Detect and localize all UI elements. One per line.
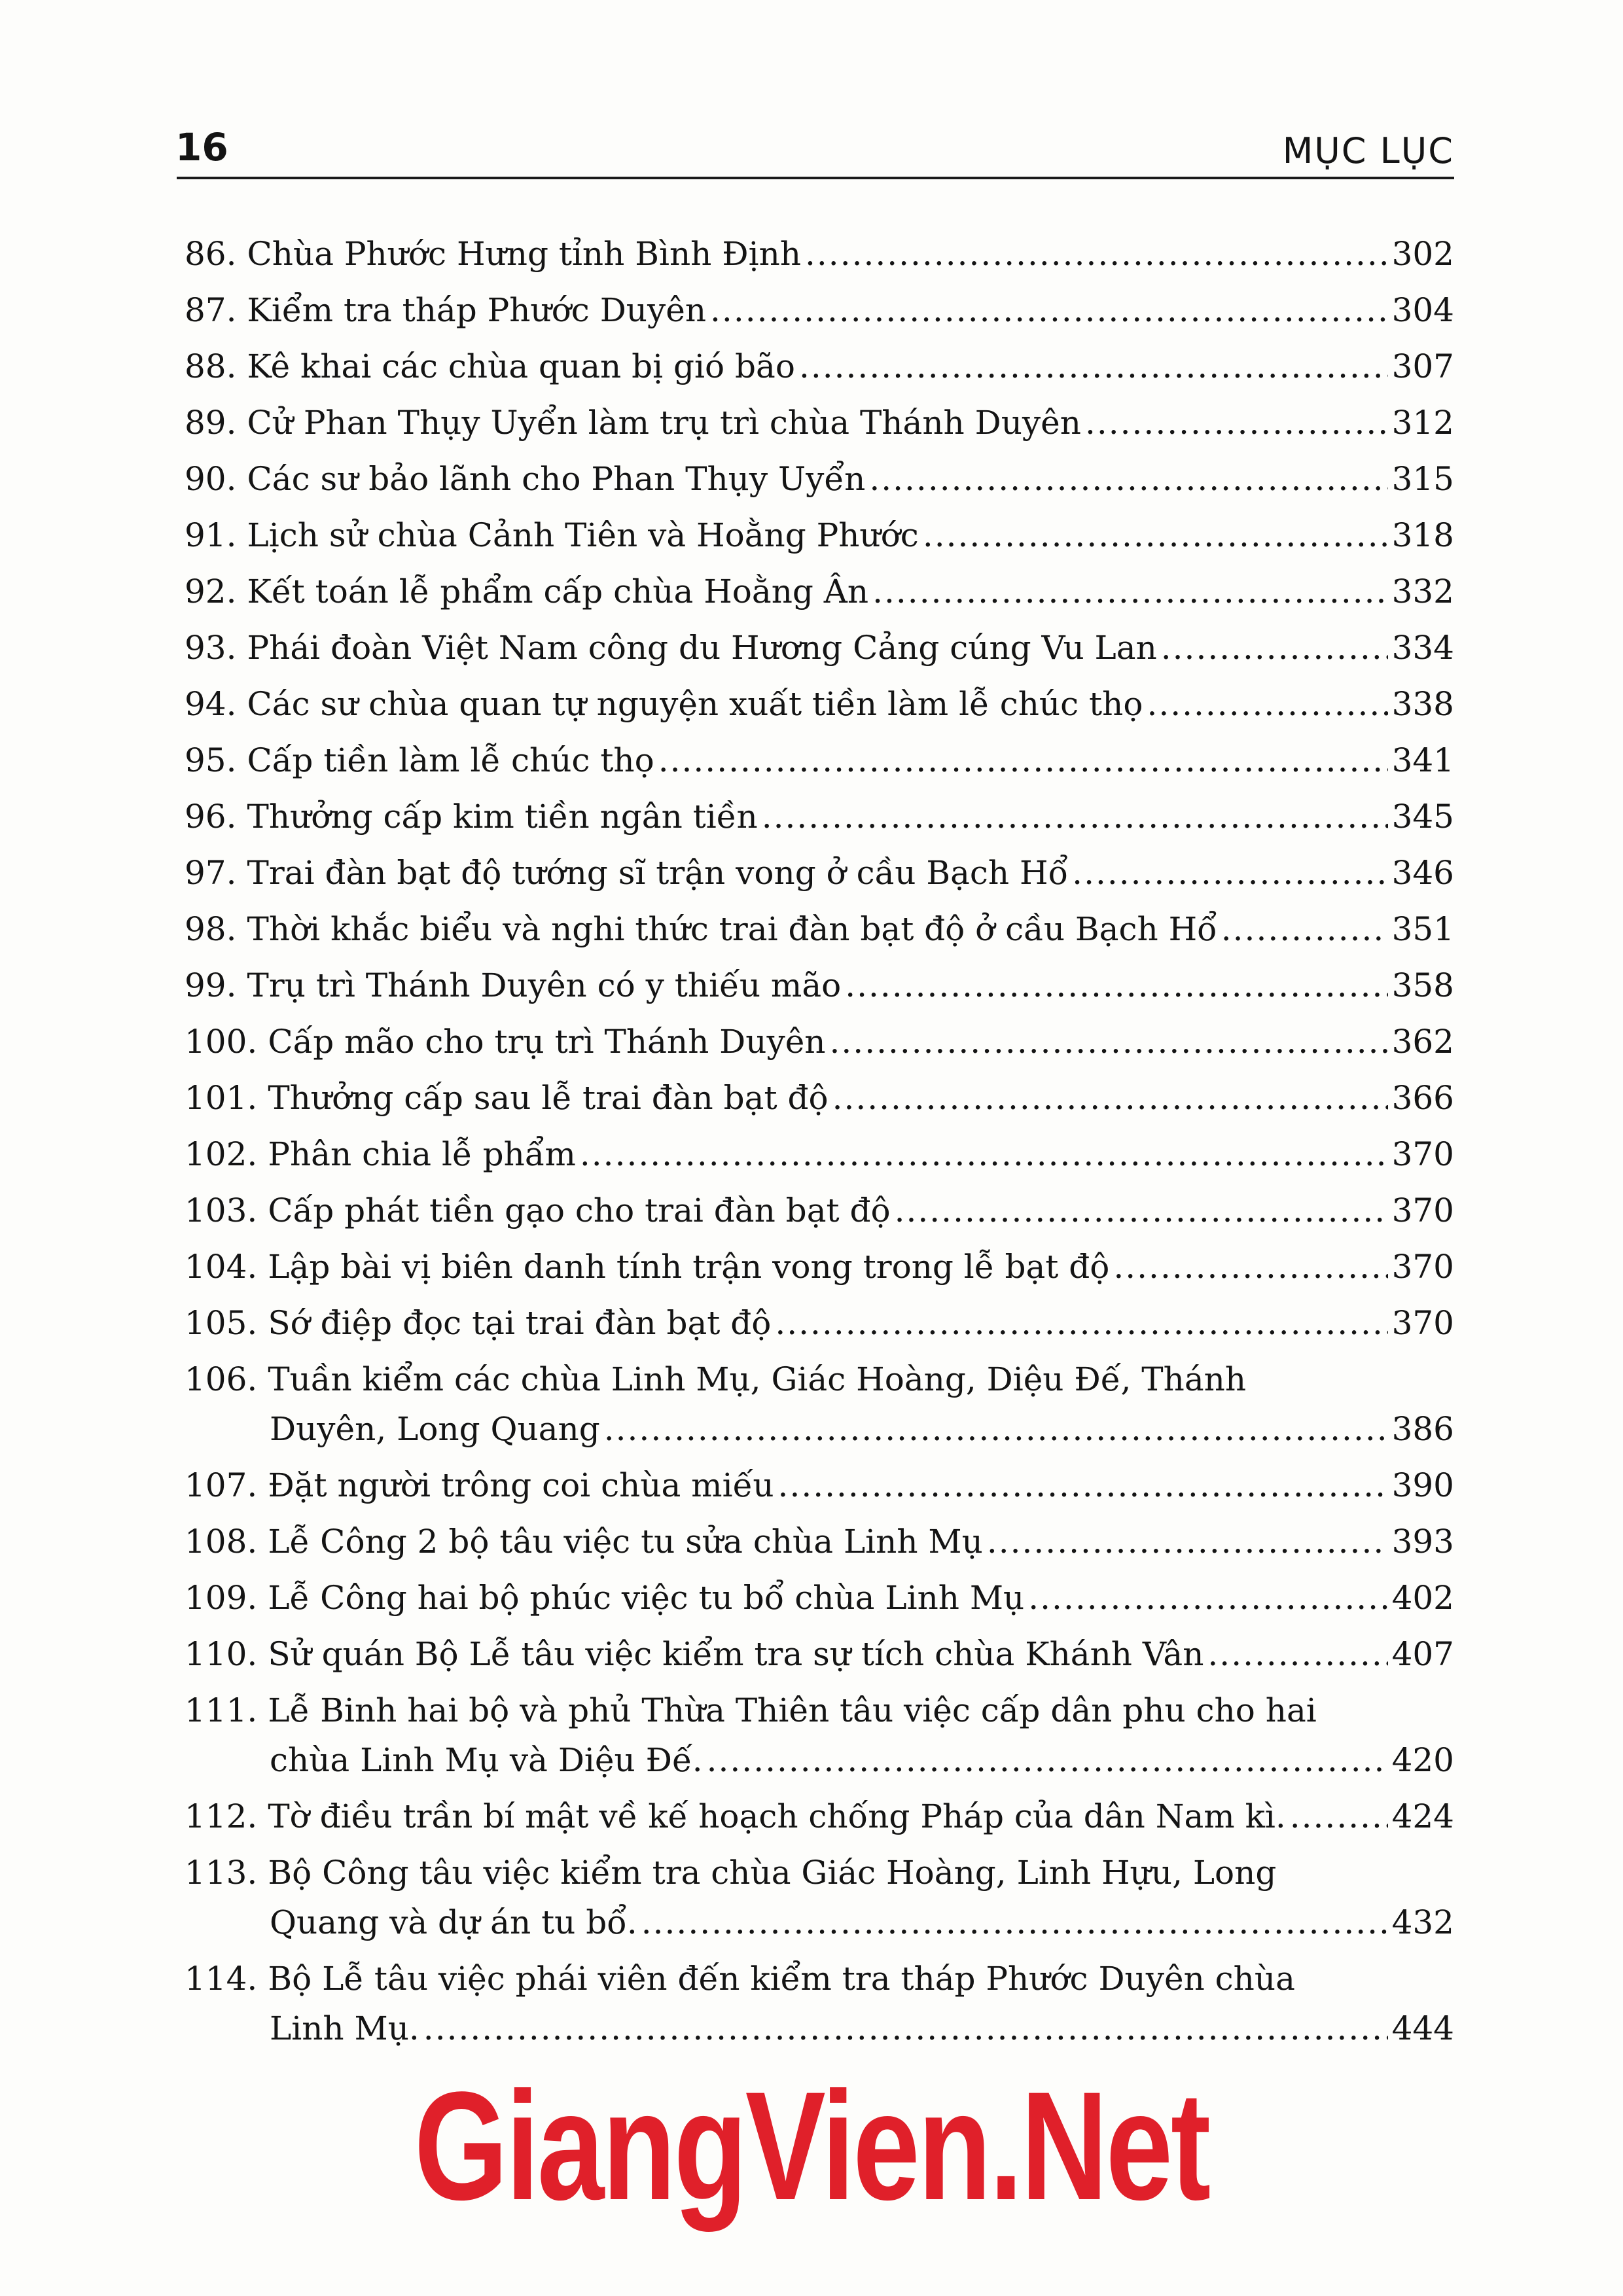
toc-entry-line	[185, 398, 1454, 448]
toc-entry-page: 407	[1391, 1635, 1454, 1673]
toc-entry-line	[185, 2004, 1454, 2053]
toc-entry-line	[185, 1848, 1454, 1898]
toc-entry-title: Phân chia lễ phẩm	[268, 1135, 576, 1173]
toc-entry	[185, 1242, 1454, 1298]
toc-entry-page: 402	[1391, 1579, 1454, 1617]
toc-entry-number: 114.	[185, 1960, 258, 1998]
toc-entry-page: 358	[1391, 966, 1454, 1004]
toc-entry-page: 334	[1391, 629, 1454, 667]
toc-entry-page: 366	[1391, 1079, 1454, 1117]
toc-entry	[185, 1298, 1454, 1354]
toc-entry-number: 109.	[185, 1579, 258, 1617]
toc-entry-line	[185, 1573, 1454, 1623]
dot-leader	[1113, 1242, 1387, 1292]
toc-entry-page: 432	[1391, 1903, 1454, 1941]
toc-entry-number: 91.	[185, 516, 237, 554]
toc-entry-line	[185, 1629, 1454, 1679]
toc-entry-line	[185, 567, 1454, 616]
toc-entry-title: Thời khắc biểu và nghi thức trai đàn bạt độ ở cầu Bạch Hổ	[247, 910, 1217, 948]
toc-entry-title: Sớ điệp đọc tại trai đàn bạt độ	[268, 1304, 772, 1342]
toc-entry-title: Lễ Công hai bộ phúc việc tu bổ chùa Linh Mụ	[268, 1579, 1025, 1617]
toc-entry-page: 304	[1391, 291, 1454, 329]
toc-entry-line	[185, 1354, 1454, 1404]
toc-entry-title: Bộ Công tâu việc kiểm tra chùa Giác Hoàng, Linh Hựu, Long	[268, 1854, 1277, 1892]
toc-entry	[185, 1017, 1454, 1073]
toc-entry-title: Cử Phan Thụy Uyển làm trụ trì chùa Thánh Duyên	[247, 404, 1081, 442]
toc-entry-number: 97.	[185, 854, 237, 892]
toc-entry-page: 386	[1391, 1410, 1454, 1448]
toc-entry-number: 105.	[185, 1304, 258, 1342]
toc-entry-line	[185, 510, 1454, 560]
toc-entry	[185, 1517, 1454, 1573]
dot-leader	[799, 342, 1388, 391]
toc-entry	[185, 342, 1454, 398]
toc-entry-number: 106.	[185, 1360, 258, 1398]
toc-entry-line	[185, 1898, 1454, 1947]
dot-leader	[830, 1017, 1388, 1067]
toc-entry-title: Trụ trì Thánh Duyên có y thiếu mão	[247, 966, 842, 1004]
toc-entry-number: 110.	[185, 1635, 258, 1673]
toc-entry-line	[185, 1404, 1454, 1454]
dot-leader	[762, 792, 1388, 841]
toc-entry	[185, 848, 1454, 904]
toc-entry-title: Tờ điều trần bí mật về kế hoạch chống Pháp của dân Nam kì.	[268, 1797, 1286, 1835]
toc-entry	[185, 1848, 1454, 1954]
dot-leader	[1207, 1629, 1387, 1679]
toc-entry-title: Chùa Phước Hưng tỉnh Bình Định	[247, 235, 802, 273]
toc-entry-number: 107.	[185, 1466, 258, 1504]
toc-entry-page: 370	[1391, 1192, 1454, 1229]
toc-entry-line	[185, 1073, 1454, 1123]
dot-leader	[580, 1129, 1388, 1179]
dot-leader	[1147, 679, 1387, 729]
toc-entry-title: Kê khai các chùa quan bị gió bão	[247, 347, 795, 385]
toc-entry-line	[185, 1242, 1454, 1292]
page-number: 16	[175, 125, 228, 169]
dot-leader	[710, 285, 1388, 335]
toc-entry-page: 346	[1391, 854, 1454, 892]
toc-entry-number: 98.	[185, 910, 237, 948]
toc-entry-line	[185, 1460, 1454, 1510]
dot-leader	[845, 961, 1387, 1010]
toc-entry-title: Lịch sử chùa Cảnh Tiên và Hoằng Phước	[247, 516, 919, 554]
dot-leader	[1072, 848, 1387, 898]
toc-entry-title: Lập bài vị biên danh tính trận vong trong lễ bạt độ	[268, 1248, 1110, 1286]
toc-entry	[185, 1629, 1454, 1686]
toc-entry-line	[185, 1298, 1454, 1348]
toc-entry-page: 420	[1391, 1741, 1454, 1779]
toc-entry-number: 93.	[185, 629, 237, 667]
dot-leader	[832, 1073, 1388, 1123]
toc-entry-page: 370	[1391, 1135, 1454, 1173]
toc-entry	[185, 1073, 1454, 1129]
dot-leader	[923, 510, 1388, 560]
toc-entry-page: 302	[1391, 235, 1454, 273]
dot-leader	[872, 567, 1387, 616]
toc-entry-title: Các sư bảo lãnh cho Phan Thụy Uyển	[247, 460, 866, 498]
toc-entry-line	[185, 1186, 1454, 1235]
toc-entry-title: Tuần kiểm các chùa Linh Mụ, Giác Hoàng, Diệu Đế, Thánh	[268, 1360, 1247, 1398]
toc-entry-number: 87.	[185, 291, 237, 329]
toc-entry-page: 424	[1391, 1797, 1454, 1835]
toc-entry	[185, 1460, 1454, 1517]
toc-entry-number: 111.	[185, 1691, 258, 1729]
table-of-contents	[185, 229, 1454, 2060]
toc-entry-title: Kiểm tra tháp Phước Duyên	[247, 291, 707, 329]
toc-entry-line	[185, 623, 1454, 673]
toc-entry-number: 94.	[185, 685, 237, 723]
toc-entry-page: 315	[1391, 460, 1454, 498]
toc-entry-title: Kết toán lễ phẩm cấp chùa Hoằng Ân	[247, 573, 869, 610]
toc-entry-number: 88.	[185, 347, 237, 385]
toc-entry-page: 332	[1391, 573, 1454, 610]
toc-entry-line	[185, 454, 1454, 504]
dot-leader	[1028, 1573, 1387, 1623]
dot-leader	[604, 1404, 1388, 1454]
toc-entry-number: 90.	[185, 460, 237, 498]
toc-entry	[185, 510, 1454, 567]
toc-entry-title: Các sư chùa quan tự nguyện xuất tiền làm lễ chúc thọ	[247, 685, 1143, 723]
toc-entry-line	[185, 1735, 1454, 1785]
toc-entry	[185, 1186, 1454, 1242]
running-title: MỤC LỤC	[1282, 130, 1454, 171]
toc-entry-title: Thưởng cấp kim tiền ngân tiền	[247, 798, 758, 836]
toc-entry-number: 86.	[185, 235, 237, 273]
toc-entry	[185, 1354, 1454, 1460]
toc-entry-title: Cấp mão cho trụ trì Thánh Duyên	[268, 1023, 826, 1061]
toc-entry	[185, 623, 1454, 679]
watermark-logo: GiangVien.Net	[414, 2060, 1209, 2233]
toc-entry-title: Trai đàn bạt độ tướng sĩ trận vong ở cầu Bạch Hổ	[247, 854, 1069, 892]
toc-entry-title: Quang và dự án tu bổ.	[270, 1903, 637, 1941]
toc-entry-number: 108.	[185, 1523, 258, 1561]
toc-entry-page: 307	[1391, 347, 1454, 385]
dot-leader	[1161, 623, 1388, 673]
toc-entry-page: 312	[1391, 404, 1454, 442]
toc-entry-title: Phái đoàn Việt Nam công du Hương Cảng cúng Vu Lan	[247, 629, 1157, 667]
toc-entry-number: 89.	[185, 404, 237, 442]
toc-entry-page: 370	[1391, 1304, 1454, 1342]
toc-entry-number: 102.	[185, 1135, 258, 1173]
toc-entry-page: 351	[1391, 910, 1454, 948]
toc-entry-title: Cấp tiền làm lễ chúc thọ	[247, 741, 654, 779]
toc-entry	[185, 285, 1454, 342]
toc-entry	[185, 1954, 1454, 2060]
toc-entry-line	[185, 1017, 1454, 1067]
dot-leader	[1085, 398, 1388, 448]
toc-entry-line	[185, 848, 1454, 898]
toc-entry-title: Lễ Công 2 bộ tâu việc tu sửa chùa Linh Mụ	[268, 1523, 983, 1561]
toc-entry-page: 338	[1391, 685, 1454, 723]
dot-leader	[1290, 1792, 1388, 1841]
toc-entry-number: 112.	[185, 1797, 258, 1835]
toc-entry-line	[185, 1129, 1454, 1179]
toc-entry	[185, 904, 1454, 961]
toc-entry-number: 113.	[185, 1854, 258, 1892]
toc-entry-page: 370	[1391, 1248, 1454, 1286]
toc-entry-number: 92.	[185, 573, 237, 610]
toc-entry	[185, 229, 1454, 285]
toc-entry-page: 318	[1391, 516, 1454, 554]
toc-entry-line	[185, 904, 1454, 954]
toc-entry-page: 345	[1391, 798, 1454, 836]
toc-entry-title: Thưởng cấp sau lễ trai đàn bạt độ	[268, 1079, 829, 1117]
toc-entry	[185, 1792, 1454, 1848]
toc-entry-number: 99.	[185, 966, 237, 1004]
toc-entry-line	[185, 229, 1454, 279]
toc-entry-line	[185, 342, 1454, 391]
toc-entry-line	[185, 1792, 1454, 1841]
dot-leader	[775, 1298, 1387, 1348]
dot-leader	[778, 1460, 1388, 1510]
toc-entry-line	[185, 1686, 1454, 1735]
toc-entry	[185, 454, 1454, 510]
dot-leader	[987, 1517, 1388, 1566]
toc-entry-line	[185, 285, 1454, 335]
dot-leader	[895, 1186, 1388, 1235]
header-rule	[177, 177, 1454, 179]
toc-entry	[185, 1686, 1454, 1792]
toc-entry	[185, 961, 1454, 1017]
toc-entry-page: 362	[1391, 1023, 1454, 1061]
dot-leader	[805, 229, 1388, 279]
toc-entry-number: 103.	[185, 1192, 258, 1229]
dot-leader	[641, 1898, 1388, 1947]
toc-entry-line	[185, 792, 1454, 841]
toc-entry-line	[185, 679, 1454, 729]
toc-entry	[185, 792, 1454, 848]
toc-entry	[185, 679, 1454, 735]
toc-entry-title: Lễ Binh hai bộ và phủ Thừa Thiên tâu việc cấp dân phu cho hai	[268, 1691, 1317, 1729]
toc-entry-title: Đặt người trông coi chùa miếu	[268, 1466, 774, 1504]
toc-entry	[185, 735, 1454, 792]
dot-leader	[658, 735, 1388, 785]
toc-entry-line	[185, 961, 1454, 1010]
toc-entry-title: Linh Mụ.	[270, 2009, 419, 2047]
toc-entry-page: 393	[1391, 1523, 1454, 1561]
toc-entry-page: 390	[1391, 1466, 1454, 1504]
toc-entry	[185, 567, 1454, 623]
dot-leader	[423, 2004, 1388, 2053]
toc-entry-number: 95.	[185, 741, 237, 779]
dot-leader	[707, 1735, 1388, 1785]
toc-entry-title: Sử quán Bộ Lễ tâu việc kiểm tra sự tích chùa Khánh Vân	[268, 1635, 1204, 1673]
toc-entry-title: Bộ Lễ tâu việc phái viên đến kiểm tra tháp Phước Duyên chùa	[268, 1960, 1295, 1998]
toc-entry-number: 100.	[185, 1023, 258, 1061]
toc-entry-page: 444	[1391, 2009, 1454, 2047]
toc-entry-title: chùa Linh Mụ và Diệu Đế.	[270, 1741, 703, 1779]
toc-entry-number: 101.	[185, 1079, 258, 1117]
toc-entry-page: 341	[1391, 741, 1454, 779]
toc-entry-number: 104.	[185, 1248, 258, 1286]
toc-entry-line	[185, 1954, 1454, 2004]
toc-entry	[185, 1573, 1454, 1629]
toc-entry-title: Cấp phát tiền gạo cho trai đàn bạt độ	[268, 1192, 891, 1229]
toc-entry-number: 96.	[185, 798, 237, 836]
toc-entry	[185, 398, 1454, 454]
toc-entry	[185, 1129, 1454, 1186]
toc-entry-line	[185, 1517, 1454, 1566]
dot-leader	[869, 454, 1387, 504]
dot-leader	[1221, 904, 1388, 954]
toc-entry-title: Duyên, Long Quang	[270, 1410, 600, 1448]
toc-entry-line	[185, 735, 1454, 785]
